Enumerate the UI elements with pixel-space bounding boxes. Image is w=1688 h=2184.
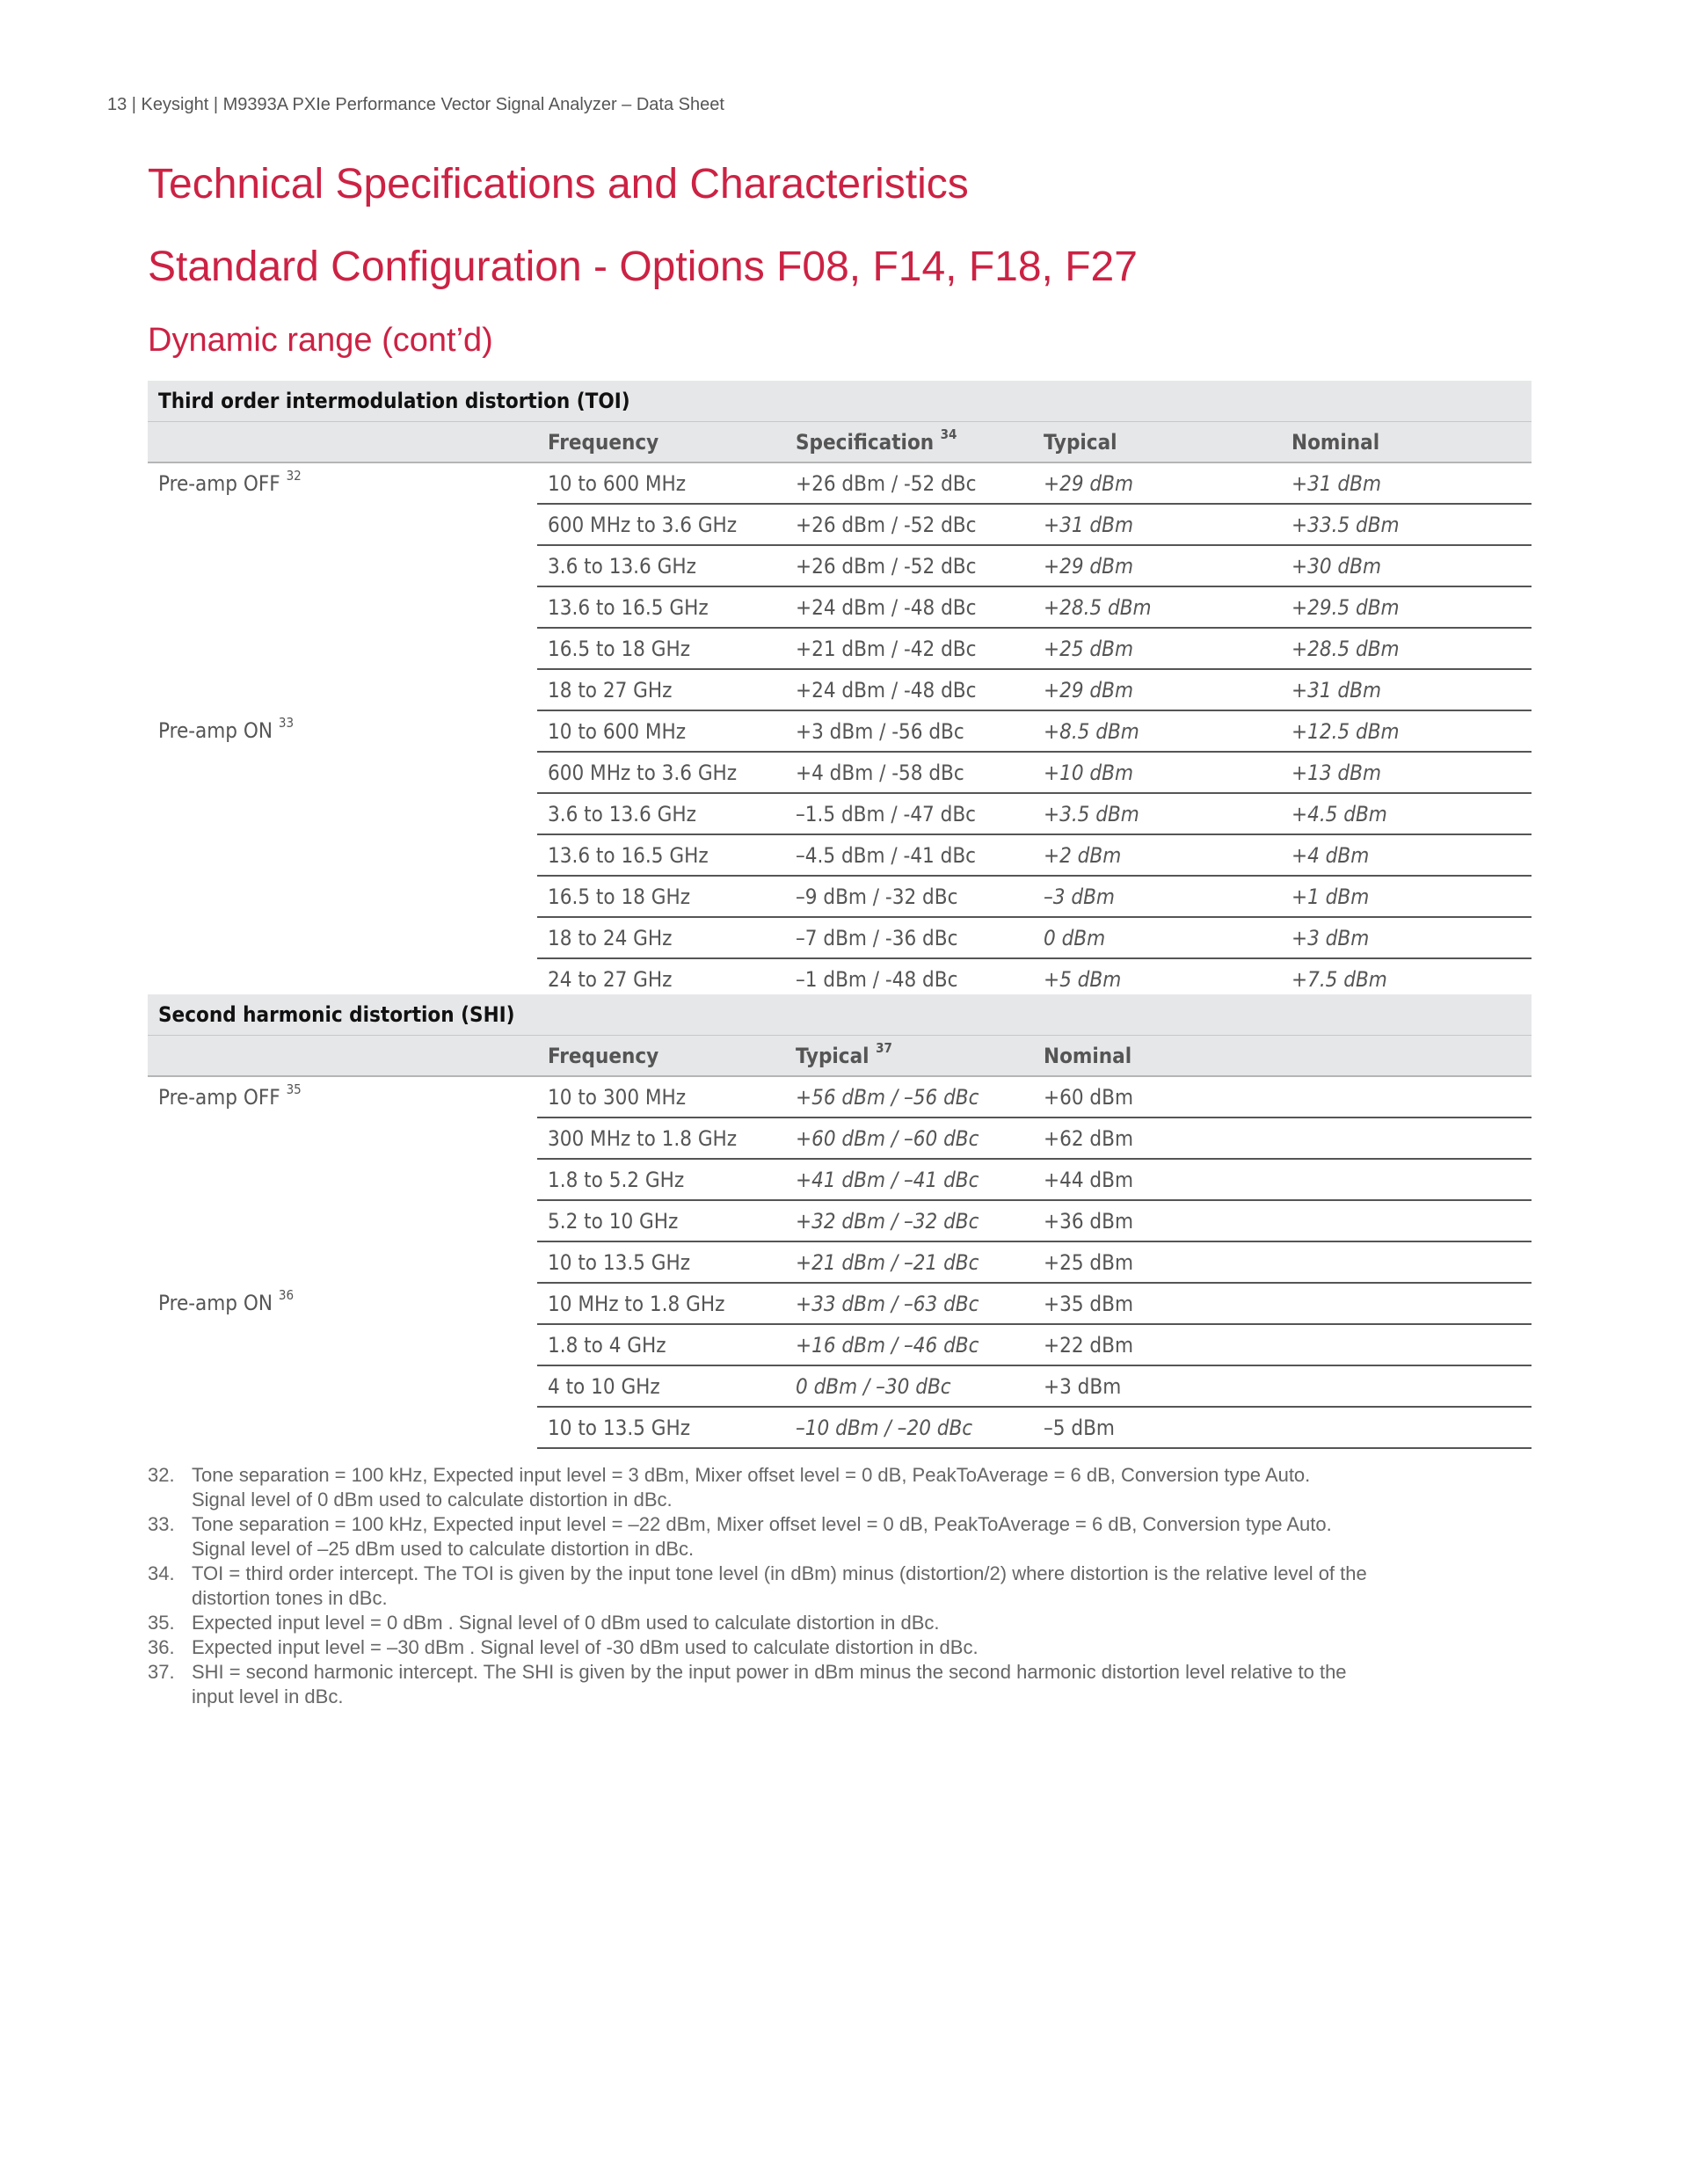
toi-title: Third order intermodulation distortion (TOI) bbox=[148, 381, 1532, 422]
shi-table bbox=[148, 994, 1532, 1449]
toi-cell-specification: –4.5 dBm / -41 dBc bbox=[785, 834, 1033, 876]
toi-cell-specification: +26 dBm / -52 dBc bbox=[785, 462, 1033, 504]
footnote-line: Signal level of –25 dBm used to calculate distortion in dBc. bbox=[192, 1538, 695, 1560]
footnote bbox=[148, 1512, 1537, 1562]
shi-header-blank bbox=[148, 1036, 537, 1077]
toi-cell-typical: +29 dBm bbox=[1033, 669, 1281, 710]
footnote-ref: 37 bbox=[876, 1040, 892, 1056]
toi-cell-frequency: 18 to 24 GHz bbox=[537, 917, 785, 958]
footnote-number: 35. bbox=[148, 1612, 175, 1634]
shi-cell-empty bbox=[1281, 1076, 1532, 1117]
footnote-text bbox=[192, 1660, 1537, 1709]
shi-cell-nominal: +22 dBm bbox=[1033, 1324, 1281, 1365]
footnote-text bbox=[192, 1463, 1537, 1512]
footnote-text bbox=[192, 1611, 1537, 1635]
configuration-title: Standard Configuration - Options F08, F14, F18, F27 bbox=[148, 244, 1138, 290]
footnote-line: TOI = third order intercept. The TOI is given by the input tone level (in dBm) minus (distortion/2) where distortion is the relative level of the bbox=[192, 1562, 1367, 1584]
toi-cell-typical: +3.5 dBm bbox=[1033, 793, 1281, 834]
toi-cell-typical: –3 dBm bbox=[1033, 876, 1281, 917]
toi-header-specification bbox=[785, 422, 1033, 463]
shi-cell-nominal: +25 dBm bbox=[1033, 1241, 1281, 1283]
shi-cell-nominal: +35 dBm bbox=[1033, 1283, 1281, 1324]
shi-group-name: Pre-amp ON bbox=[158, 1291, 273, 1315]
shi-column-headers bbox=[148, 1036, 1532, 1077]
shi-cell-nominal: +60 dBm bbox=[1033, 1076, 1281, 1117]
shi-cell-frequency: 4 to 10 GHz bbox=[537, 1365, 785, 1407]
toi-cell-frequency: 3.6 to 13.6 GHz bbox=[537, 793, 785, 834]
shi-cell-frequency: 5.2 to 10 GHz bbox=[537, 1200, 785, 1241]
toi-cell-typical: +25 dBm bbox=[1033, 628, 1281, 669]
toi-cell-frequency: 16.5 to 18 GHz bbox=[537, 628, 785, 669]
shi-header-typical bbox=[785, 1036, 1033, 1077]
shi-row bbox=[148, 1283, 1532, 1324]
shi-group-name: Pre-amp OFF bbox=[158, 1085, 280, 1110]
shi-cell-typical: +21 dBm / –21 dBc bbox=[785, 1241, 1033, 1283]
toi-cell-frequency: 18 to 27 GHz bbox=[537, 669, 785, 710]
toi-header-specification-label: Specification bbox=[796, 430, 935, 455]
toi-cell-frequency: 10 to 600 MHz bbox=[537, 710, 785, 752]
toi-cell-nominal: +1 dBm bbox=[1281, 876, 1532, 917]
shi-cell-frequency: 1.8 to 4 GHz bbox=[537, 1324, 785, 1365]
toi-cell-nominal: +7.5 dBm bbox=[1281, 958, 1532, 1000]
footnote bbox=[148, 1562, 1537, 1611]
toi-cell-specification: –7 dBm / -36 dBc bbox=[785, 917, 1033, 958]
toi-cell-specification: +4 dBm / -58 dBc bbox=[785, 752, 1033, 793]
shi-cell-empty bbox=[1281, 1117, 1532, 1159]
toi-cell-nominal: +28.5 dBm bbox=[1281, 628, 1532, 669]
shi-cell-typical: +32 dBm / –32 dBc bbox=[785, 1200, 1033, 1241]
shi-row bbox=[148, 1076, 1532, 1117]
shi-cell-typical: +16 dBm / –46 dBc bbox=[785, 1324, 1033, 1365]
shi-group-label bbox=[148, 1076, 537, 1283]
shi-group-label bbox=[148, 1283, 537, 1448]
toi-cell-frequency: 600 MHz to 3.6 GHz bbox=[537, 504, 785, 545]
shi-cell-nominal: –5 dBm bbox=[1033, 1407, 1281, 1448]
shi-header-nominal: Nominal bbox=[1033, 1036, 1281, 1077]
shi-section-header bbox=[148, 994, 1532, 1036]
shi-cell-empty bbox=[1281, 1159, 1532, 1200]
shi-cell-nominal: +44 dBm bbox=[1033, 1159, 1281, 1200]
toi-cell-nominal: +29.5 dBm bbox=[1281, 586, 1532, 628]
toi-cell-nominal: +13 dBm bbox=[1281, 752, 1532, 793]
footnote-line: SHI = second harmonic intercept. The SHI is given by the input power in dBm minus the second harmonic distortion level relative to the bbox=[192, 1661, 1347, 1683]
shi-title: Second harmonic distortion (SHI) bbox=[148, 994, 1532, 1036]
footnotes bbox=[148, 1463, 1537, 1709]
footnote-ref: 36 bbox=[278, 1287, 295, 1303]
toi-cell-nominal: +4.5 dBm bbox=[1281, 793, 1532, 834]
toi-cell-frequency: 10 to 600 MHz bbox=[537, 462, 785, 504]
footnote-number: 37. bbox=[148, 1661, 175, 1683]
footnote-line: Expected input level = 0 dBm . Signal level of 0 dBm used to calculate distortion in dBc. bbox=[192, 1612, 940, 1634]
shi-cell-frequency: 10 MHz to 1.8 GHz bbox=[537, 1283, 785, 1324]
toi-cell-typical: +28.5 dBm bbox=[1033, 586, 1281, 628]
toi-cell-typical: +8.5 dBm bbox=[1033, 710, 1281, 752]
toi-column-headers bbox=[148, 422, 1532, 463]
section-title: Dynamic range (cont’d) bbox=[148, 322, 493, 359]
footnote bbox=[148, 1660, 1537, 1709]
toi-cell-typical: +5 dBm bbox=[1033, 958, 1281, 1000]
toi-group-name: Pre-amp OFF bbox=[158, 471, 280, 496]
shi-cell-frequency: 10 to 13.5 GHz bbox=[537, 1241, 785, 1283]
toi-cell-frequency: 16.5 to 18 GHz bbox=[537, 876, 785, 917]
shi-cell-nominal: +62 dBm bbox=[1033, 1117, 1281, 1159]
shi-cell-empty bbox=[1281, 1407, 1532, 1448]
shi-cell-empty bbox=[1281, 1324, 1532, 1365]
shi-cell-typical: +60 dBm / –60 dBc bbox=[785, 1117, 1033, 1159]
shi-cell-empty bbox=[1281, 1241, 1532, 1283]
footnote-number: 36. bbox=[148, 1636, 175, 1658]
toi-cell-frequency: 13.6 to 16.5 GHz bbox=[537, 586, 785, 628]
footnote-number: 34. bbox=[148, 1562, 175, 1584]
toi-cell-frequency: 3.6 to 13.6 GHz bbox=[537, 545, 785, 586]
footnote-line: Tone separation = 100 kHz, Expected input level = –22 dBm, Mixer offset level = 0 dB, PeakToAverage = 6 dB, Conversion type Auto. bbox=[192, 1513, 1332, 1535]
toi-cell-typical: +29 dBm bbox=[1033, 545, 1281, 586]
shi-header-frequency: Frequency bbox=[537, 1036, 785, 1077]
toi-cell-nominal: +3 dBm bbox=[1281, 917, 1532, 958]
toi-group-name: Pre-amp ON bbox=[158, 718, 273, 743]
toi-header-nominal: Nominal bbox=[1281, 422, 1532, 463]
footnote-text bbox=[192, 1635, 1537, 1660]
toi-cell-specification: +24 dBm / -48 dBc bbox=[785, 586, 1033, 628]
toi-cell-specification: +26 dBm / -52 dBc bbox=[785, 545, 1033, 586]
toi-group-label bbox=[148, 710, 537, 1000]
toi-header-blank bbox=[148, 422, 537, 463]
shi-cell-typical: 0 dBm / –30 dBc bbox=[785, 1365, 1033, 1407]
shi-header-blank-2 bbox=[1281, 1036, 1532, 1077]
footnote-text bbox=[192, 1562, 1537, 1611]
toi-table bbox=[148, 381, 1532, 1001]
footnote-number: 33. bbox=[148, 1513, 175, 1535]
shi-cell-typical: –10 dBm / –20 dBc bbox=[785, 1407, 1033, 1448]
shi-header-typical-label: Typical bbox=[796, 1044, 869, 1068]
footnote-number: 32. bbox=[148, 1464, 175, 1486]
shi-cell-frequency: 1.8 to 5.2 GHz bbox=[537, 1159, 785, 1200]
footnote-line: input level in dBc. bbox=[192, 1685, 344, 1707]
shi-cell-empty bbox=[1281, 1200, 1532, 1241]
toi-cell-specification: +3 dBm / -56 dBc bbox=[785, 710, 1033, 752]
shi-cell-empty bbox=[1281, 1283, 1532, 1324]
footnote-line: Tone separation = 100 kHz, Expected input level = 3 dBm, Mixer offset level = 0 dB, PeakToAverage = 6 dB, Conversion type Auto. bbox=[192, 1464, 1311, 1486]
toi-cell-specification: –9 dBm / -32 dBc bbox=[785, 876, 1033, 917]
toi-cell-nominal: +4 dBm bbox=[1281, 834, 1532, 876]
shi-cell-typical: +33 dBm / –63 dBc bbox=[785, 1283, 1033, 1324]
toi-cell-nominal: +31 dBm bbox=[1281, 462, 1532, 504]
toi-cell-typical: +2 dBm bbox=[1033, 834, 1281, 876]
toi-cell-specification: –1 dBm / -48 dBc bbox=[785, 958, 1033, 1000]
page-header: 13 | Keysight | M9393A PXIe Performance Vector Signal Analyzer – Data Sheet bbox=[107, 95, 724, 114]
toi-cell-specification: +24 dBm / -48 dBc bbox=[785, 669, 1033, 710]
toi-group-label bbox=[148, 462, 537, 710]
toi-cell-specification: –1.5 dBm / -47 dBc bbox=[785, 793, 1033, 834]
footnote-ref: 33 bbox=[278, 715, 295, 731]
toi-cell-frequency: 600 MHz to 3.6 GHz bbox=[537, 752, 785, 793]
footnote bbox=[148, 1463, 1537, 1512]
shi-cell-typical: +41 dBm / –41 dBc bbox=[785, 1159, 1033, 1200]
toi-section-header bbox=[148, 381, 1532, 422]
shi-cell-nominal: +36 dBm bbox=[1033, 1200, 1281, 1241]
toi-cell-frequency: 13.6 to 16.5 GHz bbox=[537, 834, 785, 876]
footnote bbox=[148, 1611, 1537, 1635]
shi-cell-frequency: 300 MHz to 1.8 GHz bbox=[537, 1117, 785, 1159]
toi-row bbox=[148, 462, 1532, 504]
toi-cell-specification: +21 dBm / -42 dBc bbox=[785, 628, 1033, 669]
footnote-ref: 32 bbox=[286, 468, 302, 484]
toi-cell-nominal: +30 dBm bbox=[1281, 545, 1532, 586]
toi-cell-specification: +26 dBm / -52 dBc bbox=[785, 504, 1033, 545]
footnote-line: distortion tones in dBc. bbox=[192, 1587, 388, 1609]
toi-header-frequency: Frequency bbox=[537, 422, 785, 463]
toi-cell-typical: +29 dBm bbox=[1033, 462, 1281, 504]
footnote-line: Expected input level = –30 dBm . Signal level of -30 dBm used to calculate distortion in dBc. bbox=[192, 1636, 979, 1658]
toi-row bbox=[148, 710, 1532, 752]
toi-cell-nominal: +33.5 dBm bbox=[1281, 504, 1532, 545]
footnote bbox=[148, 1635, 1537, 1660]
toi-header-typical: Typical bbox=[1033, 422, 1281, 463]
footnote-text bbox=[192, 1512, 1537, 1562]
shi-cell-empty bbox=[1281, 1365, 1532, 1407]
toi-cell-typical: +31 dBm bbox=[1033, 504, 1281, 545]
shi-cell-frequency: 10 to 13.5 GHz bbox=[537, 1407, 785, 1448]
page-title: Technical Specifications and Characteristics bbox=[148, 161, 969, 207]
shi-cell-typical: +56 dBm / –56 dBc bbox=[785, 1076, 1033, 1117]
toi-cell-typical: 0 dBm bbox=[1033, 917, 1281, 958]
footnote-ref: 35 bbox=[286, 1081, 302, 1097]
shi-cell-frequency: 10 to 300 MHz bbox=[537, 1076, 785, 1117]
toi-cell-frequency: 24 to 27 GHz bbox=[537, 958, 785, 1000]
footnote-line: Signal level of 0 dBm used to calculate distortion in dBc. bbox=[192, 1489, 673, 1511]
shi-cell-nominal: +3 dBm bbox=[1033, 1365, 1281, 1407]
toi-cell-typical: +10 dBm bbox=[1033, 752, 1281, 793]
toi-cell-nominal: +12.5 dBm bbox=[1281, 710, 1532, 752]
toi-cell-nominal: +31 dBm bbox=[1281, 669, 1532, 710]
footnote-ref: 34 bbox=[940, 426, 957, 442]
